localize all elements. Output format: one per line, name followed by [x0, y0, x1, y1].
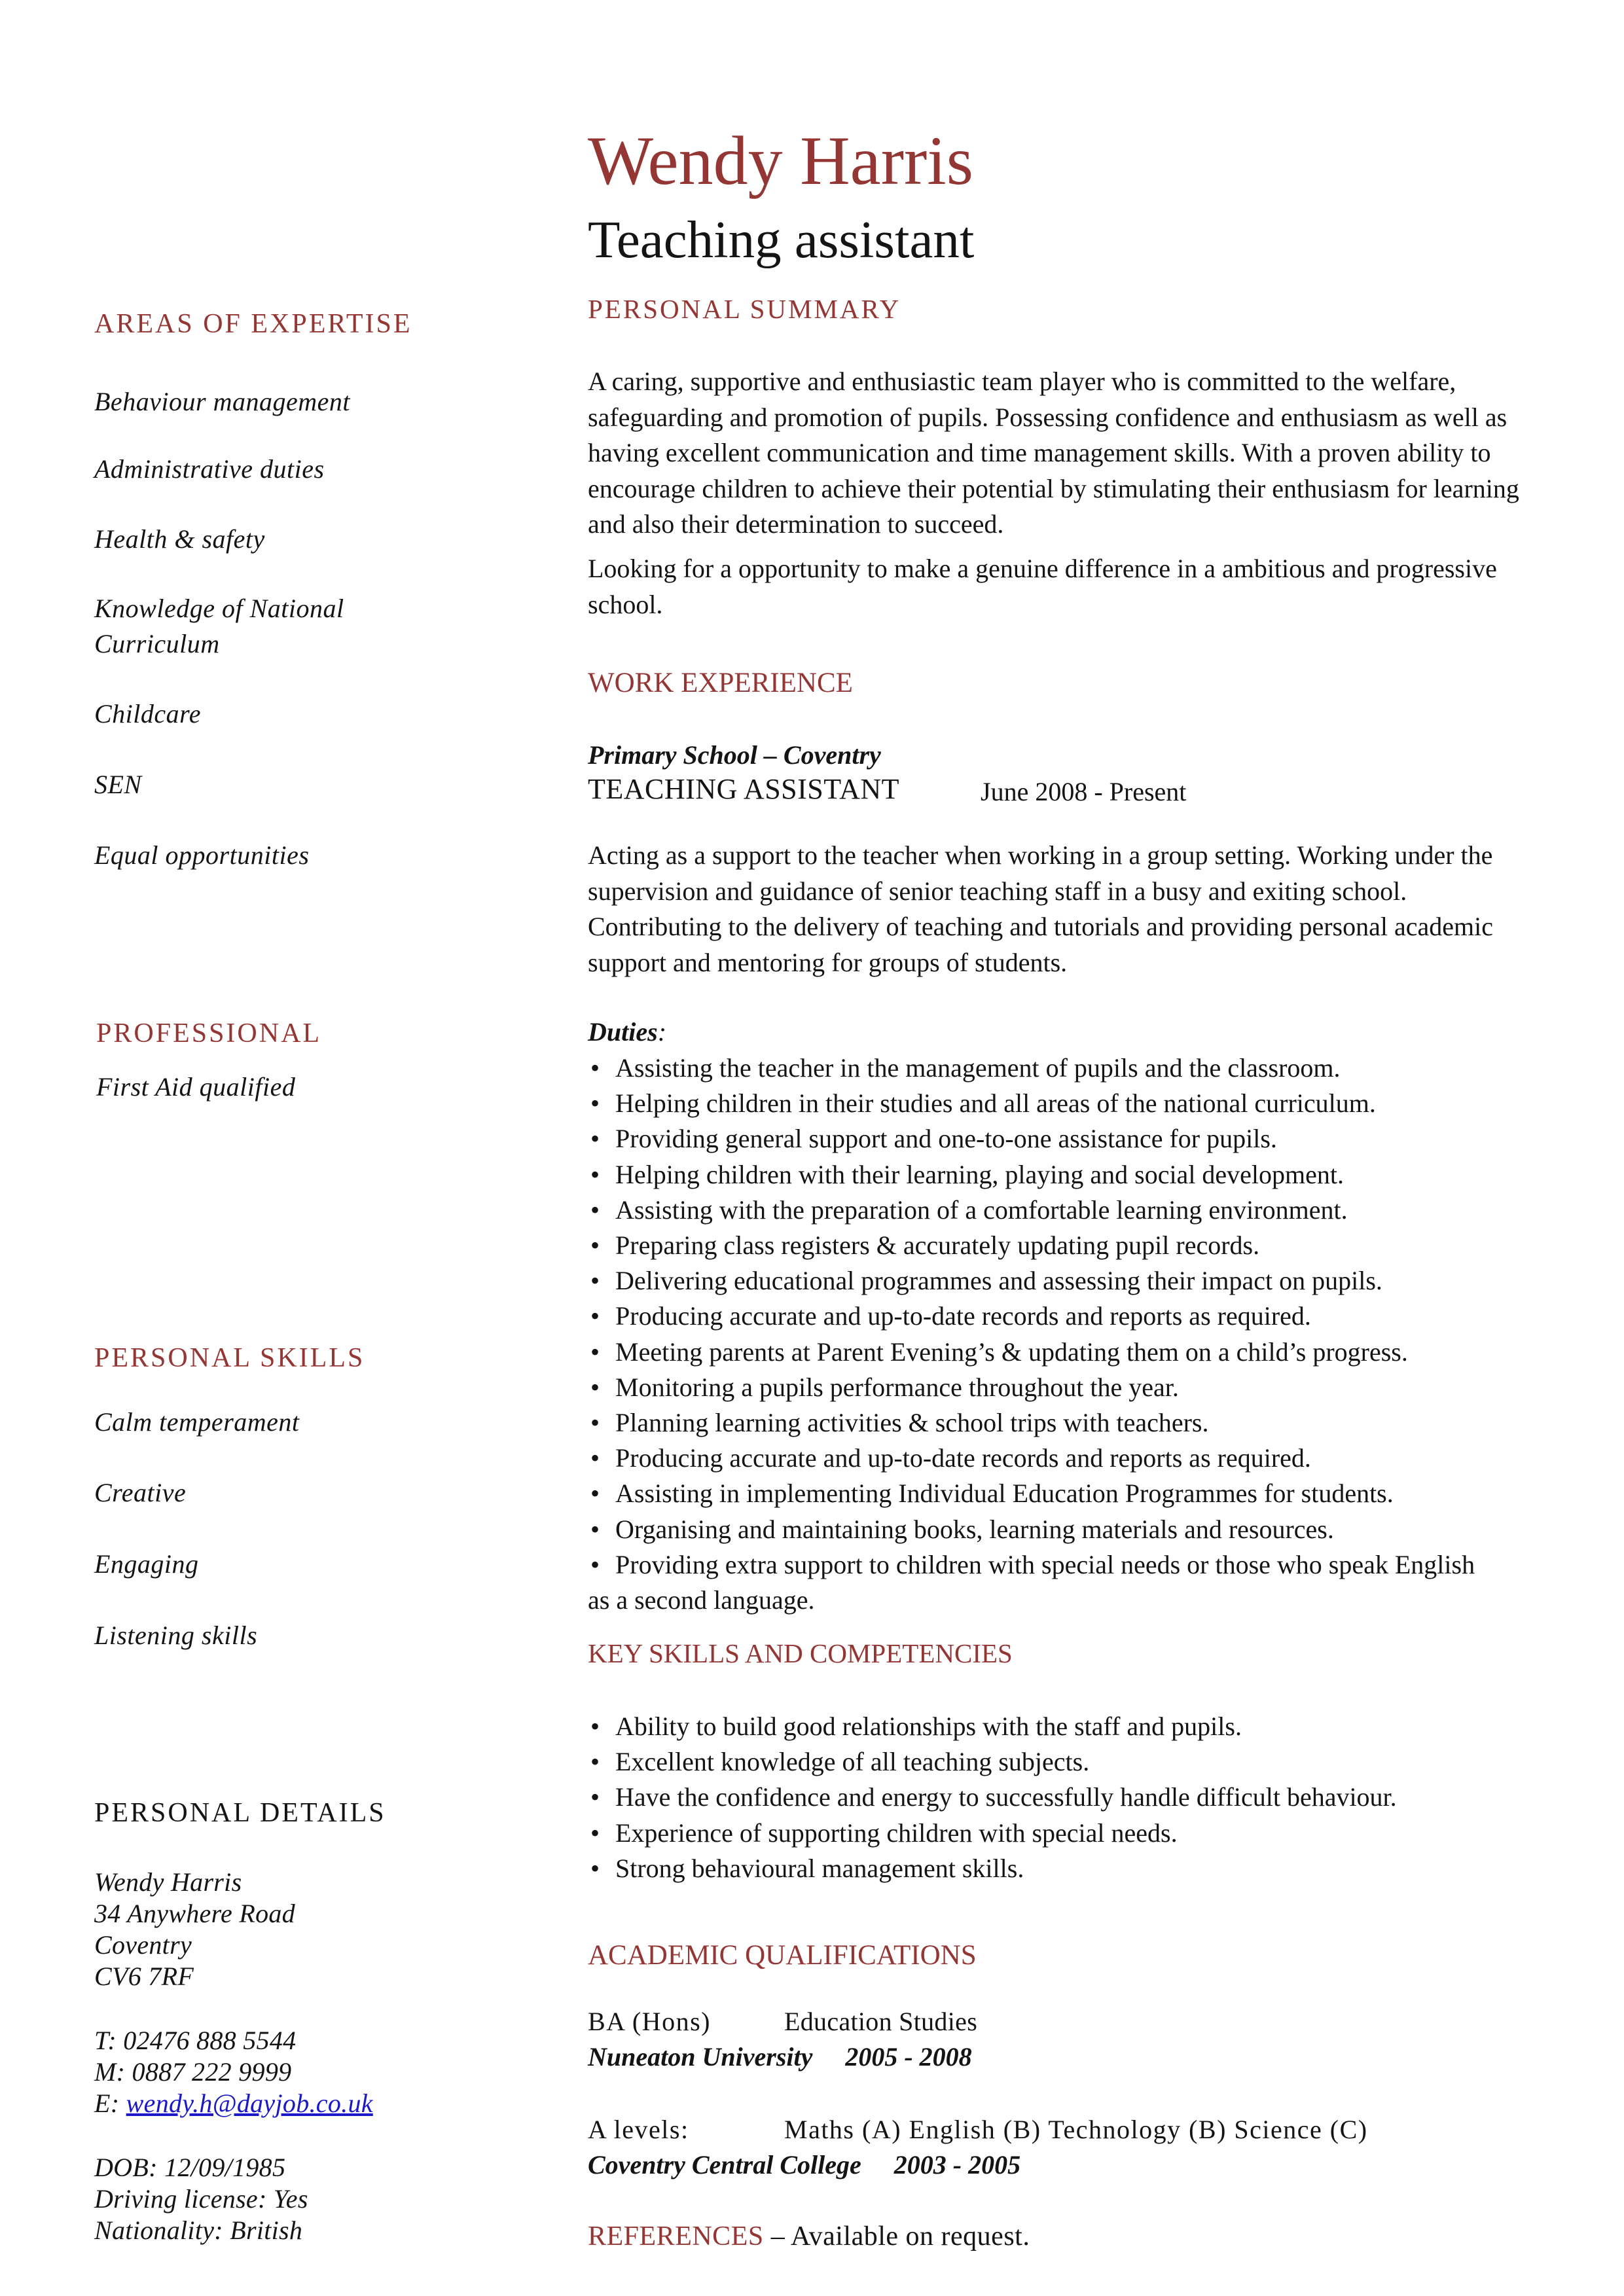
- list-item: • Experience of supporting children with special needs.: [588, 1816, 1557, 1851]
- list-item: • Assisting with the preparation of a comfortable learning environment.: [588, 1193, 1557, 1228]
- list-item: • Assisting in implementing Individual Education Programmes for students.: [588, 1476, 1557, 1511]
- expertise-item: Behaviour management: [94, 387, 351, 416]
- job-title-heading: Teaching assistant: [588, 210, 975, 269]
- job-role: TEACHING ASSISTANT: [588, 773, 900, 805]
- expertise-item: Health & safety: [94, 524, 265, 554]
- expertise-item: Administrative duties: [94, 454, 325, 484]
- employer-name: Primary School – Coventry: [588, 740, 881, 770]
- list-item: • Meeting parents at Parent Evening’s & updating them on a child’s progress.: [588, 1335, 1557, 1370]
- personal-skills-heading: PERSONAL SKILLS: [94, 1343, 365, 1373]
- summary-paragraph: A caring, supportive and enthusiastic team player who is committed to the welfare, safeguarding and promotion of pupils. Possessing confidence and enthusiasm as well as having excellent communication and time management skills. With a proven ability to encourage children to achieve their potential by stimulating their enthusiasm for learning and also their determination to succeed.: [588, 367, 1519, 539]
- list-item: • Helping children in their studies and all areas of the national curriculum.: [588, 1086, 1557, 1121]
- list-item: • Producing accurate and up-to-date records and reports as required.: [588, 1441, 1557, 1476]
- references-heading: REFERENCES: [588, 2221, 764, 2251]
- list-item: • Organising and maintaining books, learning materials and resources.: [588, 1512, 1557, 1547]
- list-item: • Planning learning activities & school trips with teachers.: [588, 1405, 1557, 1441]
- duties-list: [588, 1050, 1557, 1618]
- email-row: [94, 2088, 461, 2119]
- job-dates: June 2008 - Present: [981, 777, 1187, 806]
- list-item: • Providing general support and one-to-one assistance for pupils.: [588, 1121, 1557, 1157]
- skill-item: Calm temperament: [94, 1407, 300, 1437]
- driving-license-text: Driving license: Yes: [94, 2184, 308, 2214]
- qualification-label: A levels:: [588, 2115, 689, 2144]
- professional-item: First Aid qualified: [96, 1072, 296, 1102]
- skill-item: Creative: [94, 1478, 187, 1507]
- personal-details-heading: PERSONAL DETAILS: [94, 1798, 386, 1828]
- list-item: • Excellent knowledge of all teaching subjects.: [588, 1744, 1557, 1780]
- duties-label: [588, 1016, 666, 1047]
- list-item: • Delivering educational programmes and assessing their impact on pupils.: [588, 1263, 1557, 1299]
- qualification-row: [588, 2112, 1368, 2147]
- work-experience-heading: WORK EXPERIENCE: [588, 668, 853, 698]
- institution-line: Coventry Central College 2003 - 2005: [588, 2150, 1021, 2179]
- academic-heading: ACADEMIC QUALIFICATIONS: [588, 1940, 977, 1971]
- expertise-item: Childcare: [94, 699, 201, 728]
- address-line: Wendy Harris: [94, 1867, 242, 1897]
- key-skills-heading: KEY SKILLS AND COMPETENCIES: [588, 1638, 1013, 1668]
- qualification-subject: Maths (A) English (B) Technology (B) Science (C): [784, 2115, 1368, 2144]
- skill-item: Engaging: [94, 1549, 199, 1579]
- references-text: – Available on request.: [763, 2221, 1030, 2251]
- address-line: 34 Anywhere Road: [94, 1899, 295, 1928]
- list-item: • Ability to build good relationships with the staff and pupils.: [588, 1709, 1557, 1744]
- key-skills-list: [588, 1709, 1557, 1886]
- expertise-item: Equal opportunities: [94, 840, 310, 870]
- job-description: Acting as a support to the teacher when working in a group setting. Working under the supervision and guidance of senior teaching staff in a busy and exiting school. Contributing to the delivery of teaching and tutorials and providing personal academic support and mentoring for groups of students.: [588, 840, 1493, 977]
- personal-summary-heading: PERSONAL SUMMARY: [588, 294, 901, 324]
- address-line: CV6 7RF: [94, 1962, 194, 1991]
- qualification-label: BA (Hons): [588, 2007, 711, 2036]
- contact-block: [94, 2025, 461, 2119]
- skill-item: Listening skills: [94, 1621, 258, 1650]
- professional-heading: PROFESSIONAL: [96, 1018, 322, 1049]
- duties-word: Duties: [588, 1017, 658, 1047]
- list-item: • Preparing class registers & accurately updating pupil records.: [588, 1228, 1557, 1263]
- references-line: [588, 2221, 1030, 2252]
- list-item: • Helping children with their learning, playing and social development.: [588, 1157, 1557, 1193]
- summary-paragraph: Looking for a opportunity to make a genuine difference in a ambitious and progressive school.: [588, 554, 1497, 619]
- expertise-heading: AREAS OF EXPERTISE: [94, 309, 412, 339]
- mobile-text: M: 0887 222 9999: [94, 2057, 292, 2087]
- qualification-subject: Education Studies: [784, 2007, 978, 2036]
- list-item: • Monitoring a pupils performance throughout the year.: [588, 1370, 1557, 1405]
- duties-colon: :: [657, 1017, 667, 1047]
- qualification-row: [588, 2004, 978, 2039]
- email-prefix: E:: [94, 2089, 126, 2118]
- list-item: • Providing extra support to children with special needs or those who speak English as a second language.: [588, 1547, 1491, 1618]
- institution-line: Nuneaton University 2005 - 2008: [588, 2042, 972, 2072]
- list-item: • Strong behavioural management skills.: [588, 1851, 1557, 1886]
- list-item: • Producing accurate and up-to-date records and reports as required.: [588, 1299, 1557, 1334]
- list-item: • Have the confidence and energy to successfully handle difficult behaviour.: [588, 1780, 1557, 1815]
- address-block: [94, 1867, 461, 1992]
- address-line: Coventry: [94, 1930, 192, 1960]
- misc-details-block: [94, 2152, 461, 2246]
- job-line: [588, 772, 1187, 806]
- dob-text: DOB: 12/09/1985: [94, 2153, 286, 2182]
- nationality-text: Nationality: British: [94, 2215, 303, 2245]
- expertise-item: Knowledge of National Curriculum: [94, 594, 344, 658]
- list-item: • Assisting the teacher in the management of pupils and the classroom.: [588, 1050, 1557, 1086]
- candidate-name: Wendy Harris: [588, 122, 974, 199]
- phone-text: T: 02476 888 5544: [94, 2026, 297, 2055]
- expertise-item: SEN: [94, 770, 142, 799]
- email-link[interactable]: wendy.h@dayjob.co.uk: [126, 2089, 373, 2118]
